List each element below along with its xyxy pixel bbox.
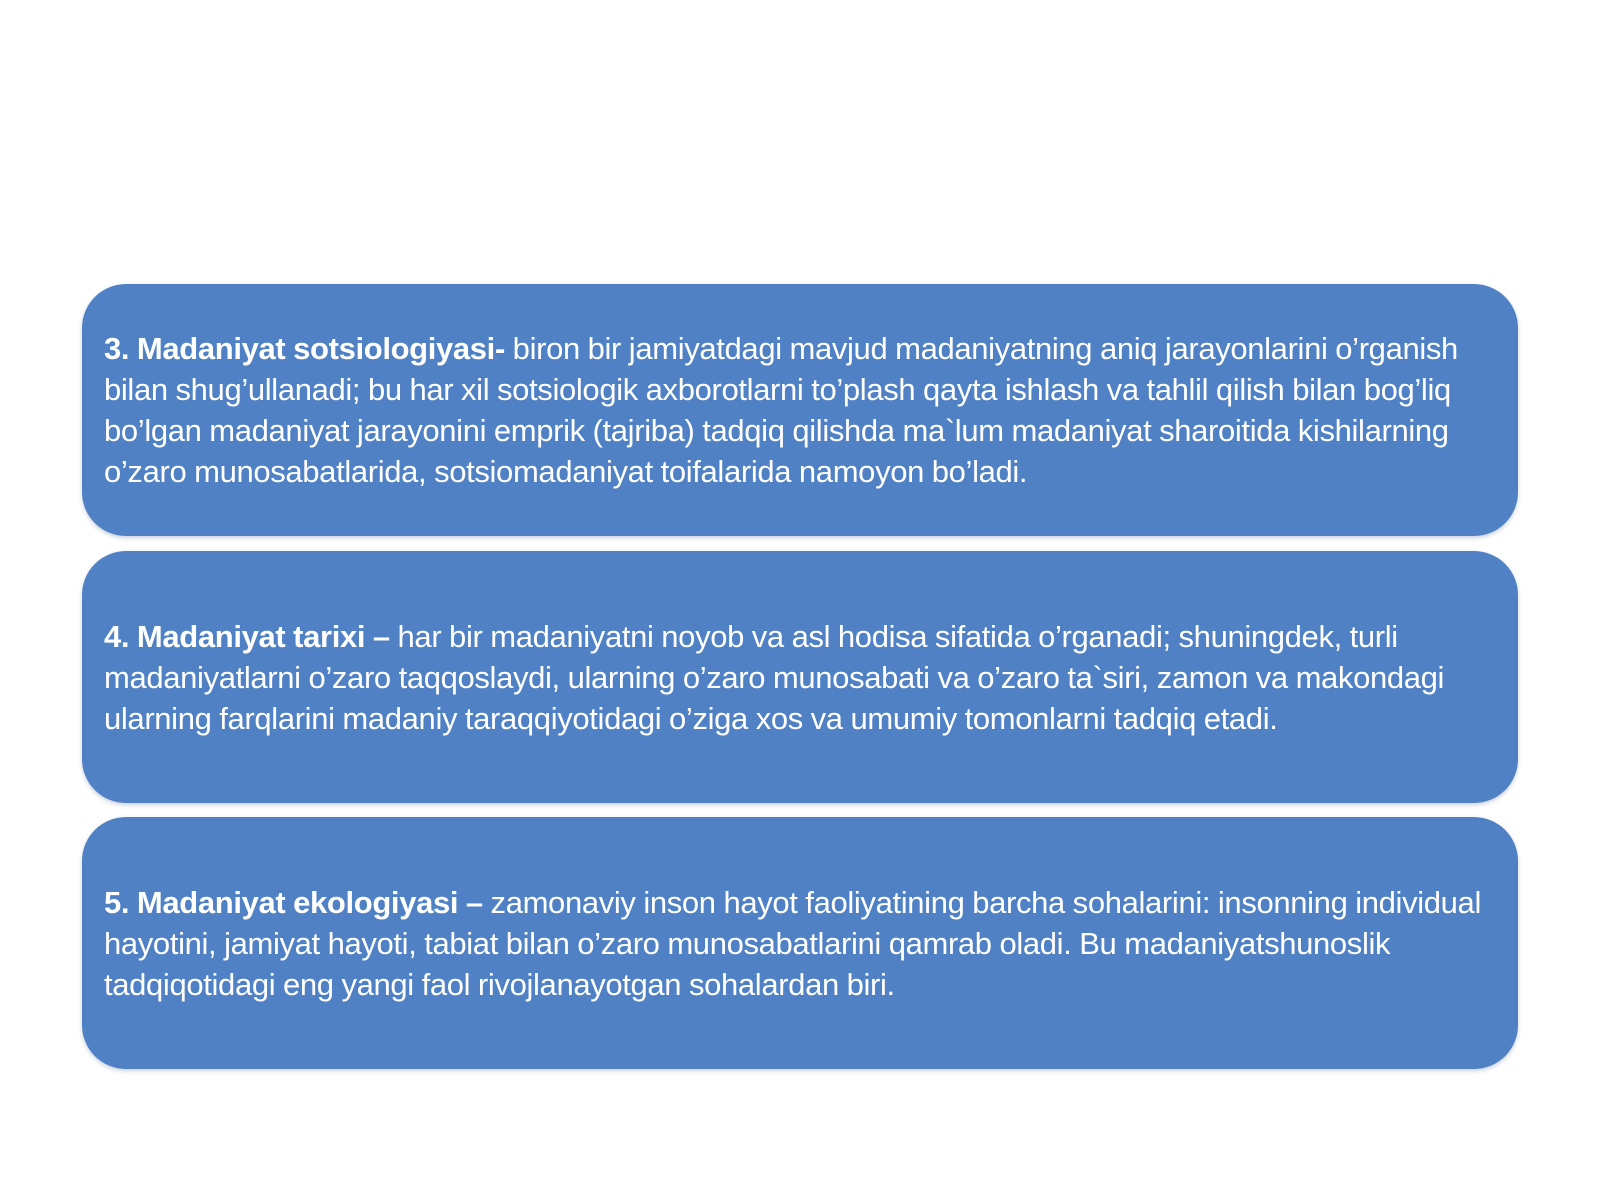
content-box-sociology	[82, 284, 1518, 536]
box-text	[104, 882, 1496, 1005]
box-term: 5. Madaniyat ekologiyasi –	[104, 884, 483, 920]
content-box-ecology	[82, 817, 1518, 1069]
box-term: 4. Madaniyat tarixi –	[104, 618, 390, 654]
box-term: 3. Madaniyat sotsiologiyasi-	[104, 331, 505, 366]
box-text	[104, 616, 1496, 739]
box-body: biron bir jamiyatdagi mavjud madaniyatning aniq jarayonlarini o’rganish bilan shug’ullanadi; bu har xil sotsiologik axborotlarni to’plash qayta ishlash va tahlil qilish bilan bog’liq bo’lgan madaniyat jarayonini emprik (tajriba) tadqiq qilishda ma`lum madaniyat sharoitida kishilarning o’zaro munosabatlarida, sotsiomadaniyat toifalarida namoyon bo’ladi.	[104, 331, 1458, 489]
content-box-history	[82, 551, 1518, 803]
box-body: har bir madaniyatni noyob va asl hodisa sifatida o’rganadi; shuningdek, turli madaniyatlarni o’zaro taqqoslaydi, ularning o’zaro munosabati va o’zaro ta`siri, zamon va makondagi ularning farqlarini madaniy taraqqiyotidagi o’ziga xos va umumiy tomonlarni tadqiq etadi.	[104, 618, 1445, 736]
box-text	[104, 328, 1496, 492]
box-body: zamonaviy inson hayot faoliyatining barcha sohalarini: insonning individual hayotini, jamiyat hayoti, tabiat bilan o’zaro munosabatlarini qamrab oladi. Bu madaniyatshunoslik tadqiqotidagi eng yangi faol rivojlanayotgan sohalardan biri.	[104, 884, 1481, 1002]
